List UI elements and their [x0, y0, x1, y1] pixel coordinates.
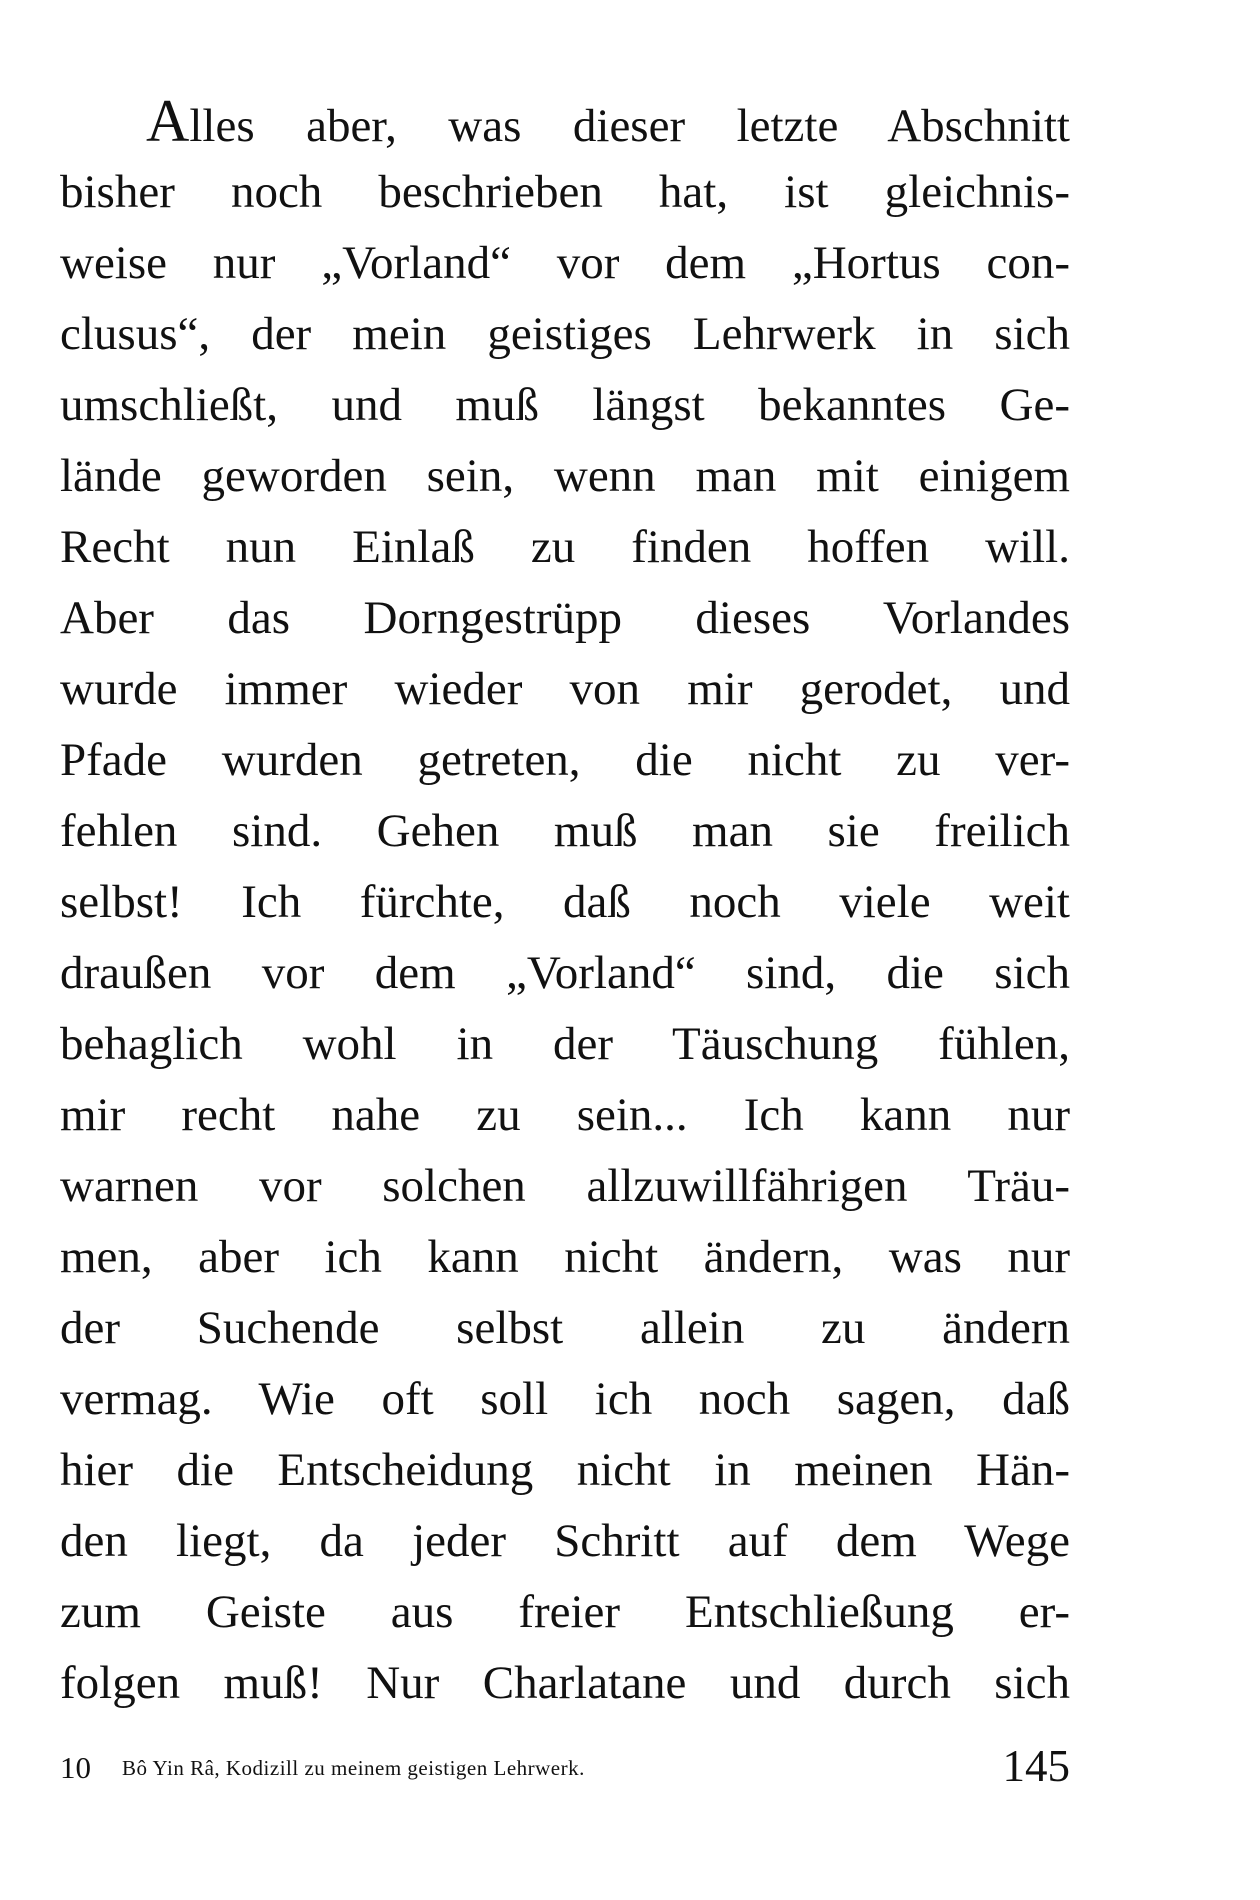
- first-line-rest: lles aber, was dieser letzte Abschnitt: [189, 100, 1070, 152]
- text-line: wurde immer wieder von mir gerodet, und: [60, 663, 1070, 715]
- text-line: lände geworden sein, wenn man mit einigem: [60, 450, 1070, 502]
- initial-letter: A: [146, 88, 190, 154]
- body-text: [60, 86, 1070, 1719]
- signature-number: 10: [60, 1750, 91, 1785]
- text-line: men, aber ich kann nicht ändern, was nur: [60, 1231, 1070, 1283]
- text-line: mir recht nahe zu sein... Ich kann nur: [60, 1089, 1070, 1141]
- text-line: selbst! Ich fürchte, daß noch viele weit: [60, 876, 1070, 928]
- signature-line: Bô Yin Râ, Kodizill zu meinem geistigen Lehrwerk.: [122, 1756, 585, 1780]
- text-line: warnen vor solchen allzuwillfährigen Träu-: [60, 1160, 1070, 1212]
- text-line: vermag. Wie oft soll ich noch sagen, daß: [60, 1373, 1070, 1425]
- text-line: hier die Entscheidung nicht in meinen Hän-: [60, 1444, 1070, 1496]
- text-line: folgen muß! Nur Charlatane und durch sich: [60, 1657, 1070, 1709]
- text-line: bisher noch beschrieben hat, ist gleichnis-: [60, 166, 1070, 218]
- text-line: zum Geiste aus freier Entschließung er-: [60, 1586, 1070, 1638]
- text-line: [60, 86, 1070, 157]
- text-line: fehlen sind. Gehen muß man sie freilich: [60, 805, 1070, 857]
- text-line: Recht nun Einlaß zu finden hoffen will.: [60, 521, 1070, 573]
- text-line: umschließt, und muß längst bekanntes Ge-: [60, 379, 1070, 431]
- text-line: Pfade wurden getreten, die nicht zu ver-: [60, 734, 1070, 786]
- text-line: der Suchende selbst allein zu ändern: [60, 1302, 1070, 1354]
- page-footer: [60, 1740, 1070, 1800]
- text-line: clusus“, der mein geistiges Lehrwerk in sich: [60, 308, 1070, 360]
- text-line: Aber das Dorngestrüpp dieses Vorlandes: [60, 592, 1070, 644]
- text-line: draußen vor dem „Vorland“ sind, die sich: [60, 947, 1070, 999]
- text-line: behaglich wohl in der Täuschung fühlen,: [60, 1018, 1070, 1070]
- page-number: 145: [1002, 1741, 1070, 1791]
- text-line: den liegt, da jeder Schritt auf dem Wege: [60, 1515, 1070, 1567]
- text-line: weise nur „Vorland“ vor dem „Hortus con-: [60, 237, 1070, 289]
